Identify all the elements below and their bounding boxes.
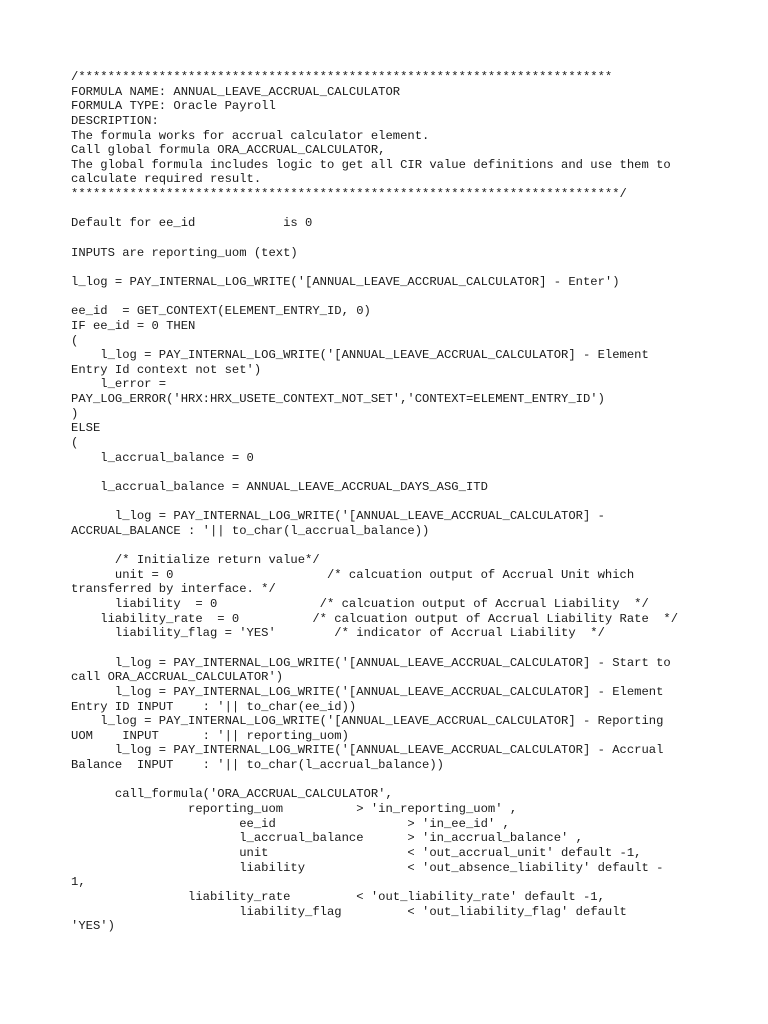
code-line: PAY_LOG_ERROR('HRX:HRX_USETE_CONTEXT_NOT_SET','CONTEXT=ELEMENT_ENTRY_ID') xyxy=(71,392,605,407)
code-line: l_accrual_balance = 0 xyxy=(71,450,254,465)
code-line: l_error = xyxy=(71,377,167,392)
code-line: ( xyxy=(71,436,79,451)
code-line: l_accrual_balance = ANNUAL_LEAVE_ACCRUAL_DAYS_ASG_ITD xyxy=(71,479,488,494)
code-line: /* Initialize return value*/ xyxy=(71,553,320,568)
code-line xyxy=(71,641,678,656)
code-line: 1, xyxy=(71,875,86,890)
code-line: unit < 'out_accrual_unit' default -1, xyxy=(71,845,642,860)
code-line: transferred by interface. */ xyxy=(71,582,276,597)
code-line: l_log = PAY_INTERNAL_LOG_WRITE('[ANNUAL_LEAVE_ACCRUAL_CALCULATOR] - Accrual xyxy=(71,743,664,758)
code-line: liability_rate = 0 /* calcuation output of Accrual Liability Rate */ xyxy=(71,611,679,626)
code-line: liability_flag < 'out_liability_flag' default xyxy=(71,904,627,919)
code-line: liability = 0 /* calcuation output of Accrual Liability */ xyxy=(71,597,649,612)
code-line: liability_rate < 'out_liability_rate' default -1, xyxy=(71,889,605,904)
code-line xyxy=(71,539,678,554)
code-line: Balance INPUT : '|| to_char(l_accrual_balance)) xyxy=(71,758,444,773)
code-line: unit = 0 /* calcuation output of Accrual Unit which xyxy=(71,567,635,582)
code-line: l_log = PAY_INTERNAL_LOG_WRITE('[ANNUAL_LEAVE_ACCRUAL_CALCULATOR] - Reporting xyxy=(71,714,664,729)
code-line: FORMULA TYPE: Oracle Payroll xyxy=(71,99,276,114)
code-line: l_log = PAY_INTERNAL_LOG_WRITE('[ANNUAL_LEAVE_ACCRUAL_CALCULATOR] - Element xyxy=(71,684,664,699)
code-line xyxy=(71,495,678,510)
code-line: ( xyxy=(71,333,79,348)
code-line: IF ee_id = 0 THEN xyxy=(71,318,196,333)
code-line: The formula works for accrual calculator element. xyxy=(71,128,430,143)
code-line xyxy=(71,260,678,275)
code-line: DESCRIPTION: xyxy=(71,113,159,128)
code-line: FORMULA NAME: ANNUAL_LEAVE_ACCRUAL_CALCULATOR xyxy=(71,84,401,99)
code-line: Entry ID INPUT : '|| to_char(ee_id)) xyxy=(71,699,357,714)
code-line: UOM INPUT : '|| reporting_uom) xyxy=(71,728,349,743)
code-line: calculate required result. xyxy=(71,172,262,187)
code-line xyxy=(71,290,678,305)
code-line: ***************************************************************************/ xyxy=(71,187,627,202)
formula-code-listing xyxy=(71,70,678,934)
code-line: l_accrual_balance > 'in_accrual_balance' , xyxy=(71,831,583,846)
code-line xyxy=(71,465,678,480)
code-line: reporting_uom > 'in_reporting_uom' , xyxy=(71,802,518,817)
code-line xyxy=(71,231,678,246)
code-line: l_log = PAY_INTERNAL_LOG_WRITE('[ANNUAL_LEAVE_ACCRUAL_CALCULATOR] - xyxy=(71,509,605,524)
code-line: l_log = PAY_INTERNAL_LOG_WRITE('[ANNUAL_LEAVE_ACCRUAL_CALCULATOR] - Start to xyxy=(71,655,671,670)
code-line: ee_id = GET_CONTEXT(ELEMENT_ENTRY_ID, 0) xyxy=(71,304,371,319)
code-line: ee_id > 'in_ee_id' , xyxy=(71,816,510,831)
code-line: The global formula includes logic to get all CIR value definitions and use them to xyxy=(71,157,671,172)
code-line: Default for ee_id is 0 xyxy=(71,216,313,231)
code-line: l_log = PAY_INTERNAL_LOG_WRITE('[ANNUAL_LEAVE_ACCRUAL_CALCULATOR] - Element xyxy=(71,348,649,363)
code-line: liability < 'out_absence_liability' default - xyxy=(71,860,664,875)
code-line: ) xyxy=(71,406,79,421)
code-line: liability_flag = 'YES' /* indicator of Accrual Liability */ xyxy=(71,626,605,641)
code-line: Entry Id context not set') xyxy=(71,362,262,377)
code-line xyxy=(71,773,678,788)
code-line xyxy=(71,202,678,217)
code-line: Call global formula ORA_ACCRUAL_CALCULATOR, xyxy=(71,143,386,158)
code-line: /************************************************************************* xyxy=(71,70,613,84)
code-line: l_log = PAY_INTERNAL_LOG_WRITE('[ANNUAL_LEAVE_ACCRUAL_CALCULATOR] - Enter') xyxy=(71,274,620,289)
code-line: INPUTS are reporting_uom (text) xyxy=(71,245,298,260)
code-line: ACCRUAL_BALANCE : '|| to_char(l_accrual_balance)) xyxy=(71,523,430,538)
code-line: call ORA_ACCRUAL_CALCULATOR') xyxy=(71,670,284,685)
code-line: 'YES') xyxy=(71,919,115,934)
code-line: call_formula('ORA_ACCRUAL_CALCULATOR', xyxy=(71,787,393,802)
code-line: ELSE xyxy=(71,421,101,436)
